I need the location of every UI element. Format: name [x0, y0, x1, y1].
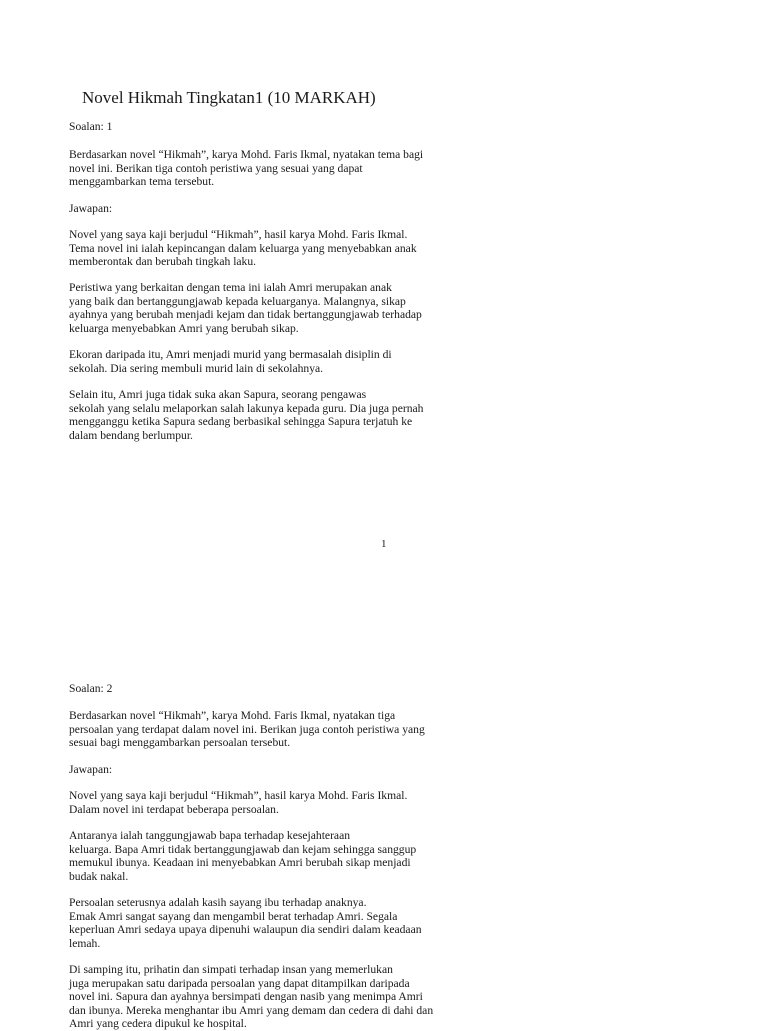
- paragraph-line: memberontak dan berubah tingkah laku.: [69, 255, 257, 269]
- paragraph-line: lemah.: [69, 936, 101, 950]
- section1-paragraph: [69, 281, 422, 335]
- section1-paragraph: [69, 388, 423, 442]
- paragraph-line: budak nakal.: [69, 869, 129, 883]
- paragraph-line: memukul ibunya. Keadaan ini menyebabkan Amri berubah sikap menjadi: [69, 856, 411, 870]
- question-line: menggambarkan tema tersebut.: [69, 175, 215, 189]
- question-line: novel ini. Berikan tiga contoh peristiwa yang sesuai yang dapat: [69, 161, 363, 175]
- question-line: Berdasarkan novel “Hikmah”, karya Mohd. Faris Ikmal, nyatakan tema bagi: [69, 148, 424, 161]
- section2-paragraph: [69, 896, 422, 950]
- section2-paragraph: [69, 789, 407, 816]
- paragraph-line: keluarga. Bapa Amri tidak bertanggungjawab dan kejam sehingga sanggup: [69, 842, 417, 856]
- section1-paragraph: [69, 348, 392, 375]
- paragraph-line: keperluan Amri sedaya upaya dipenuhi walaupun dia sendiri dalam keadaan: [69, 923, 422, 937]
- section2-label: Soalan: 2: [69, 682, 113, 695]
- paragraph-line: novel ini. Sapura dan ayahnya bersimpati dengan nasib yang menimpa Amri: [69, 990, 423, 1004]
- paragraph-line: dalam bendang berlumpur.: [69, 428, 193, 442]
- document-title: Novel Hikmah Tingkatan1 (10 MARKAH): [82, 88, 376, 107]
- paragraph-line: sekolah yang selalu melaporkan salah lakunya kepada guru. Dia juga pernah: [69, 401, 424, 415]
- section1-answer-label: Jawapan:: [69, 202, 113, 215]
- section2-paragraph: [69, 963, 433, 1031]
- paragraph-line: Persoalan seterusnya adalah kasih sayang ibu terhadap anaknya.: [69, 896, 367, 909]
- paragraph-line: Novel yang saya kaji berjudul “Hikmah”, hasil karya Mohd. Faris Ikmal.: [69, 789, 408, 802]
- paragraph-line: Antaranya ialah tanggungjawab bapa terhadap kesejahteraan: [69, 829, 351, 842]
- section1-label: Soalan: 1: [69, 120, 113, 133]
- paragraph-line: sekolah. Dia sering membuli murid lain di sekolahnya.: [69, 361, 324, 375]
- paragraph-line: Peristiwa yang berkaitan dengan tema ini ialah Amri merupakan anak: [69, 281, 392, 294]
- paragraph-line: keluarga menyebabkan Amri yang berubah sikap.: [69, 321, 299, 335]
- section1-paragraph: [69, 228, 417, 269]
- paragraph-line: Ekoran daripada itu, Amri menjadi murid yang bermasalah disiplin di: [69, 348, 392, 361]
- section1-question: [69, 148, 423, 189]
- paragraph-line: yang baik dan bertanggungjawab kepada keluarganya. Malangnya, sikap: [69, 294, 406, 308]
- paragraph-line: Tema novel ini ialah kepincangan dalam keluarga yang menyebabkan anak: [69, 241, 417, 255]
- page-number: 1: [381, 538, 387, 550]
- section2-question: [69, 709, 425, 750]
- question-line: sesuai bagi menggambarkan persoalan tersebut.: [69, 736, 291, 750]
- section2-paragraph: [69, 829, 416, 883]
- paragraph-line: juga merupakan satu daripada persoalan yang dapat ditampilkan daripada: [69, 976, 410, 990]
- paragraph-line: Selain itu, Amri juga tidak suka akan Sapura, seorang pengawas: [69, 388, 367, 401]
- paragraph-line: Emak Amri sangat sayang dan mengambil berat terhadap Amri. Segala: [69, 909, 398, 923]
- paragraph-line: ayahnya yang berubah menjadi kejam dan tidak bertanggungjawab terhadap: [69, 308, 422, 322]
- paragraph-line: mengganggu ketika Sapura sedang berbasikal sehingga Sapura terjatuh ke: [69, 415, 413, 429]
- paragraph-line: dan ibunya. Mereka menghantar ibu Amri yang demam dan cedera di dahi dan: [69, 1003, 434, 1017]
- question-line: persoalan yang terdapat dalam novel ini. Berikan juga contoh peristiwa yang: [69, 722, 425, 736]
- question-line: Berdasarkan novel “Hikmah”, karya Mohd. Faris Ikmal, nyatakan tiga: [69, 709, 396, 722]
- paragraph-line: Novel yang saya kaji berjudul “Hikmah”, hasil karya Mohd. Faris Ikmal.: [69, 228, 408, 241]
- paragraph-line: Amri yang cedera dipukul ke hospital.: [69, 1017, 247, 1031]
- section2-answer-label: Jawapan:: [69, 763, 113, 776]
- paragraph-line: Dalam novel ini terdapat beberapa persoalan.: [69, 802, 279, 816]
- paragraph-line: Di samping itu, prihatin dan simpati terhadap insan yang memerlukan: [69, 963, 393, 976]
